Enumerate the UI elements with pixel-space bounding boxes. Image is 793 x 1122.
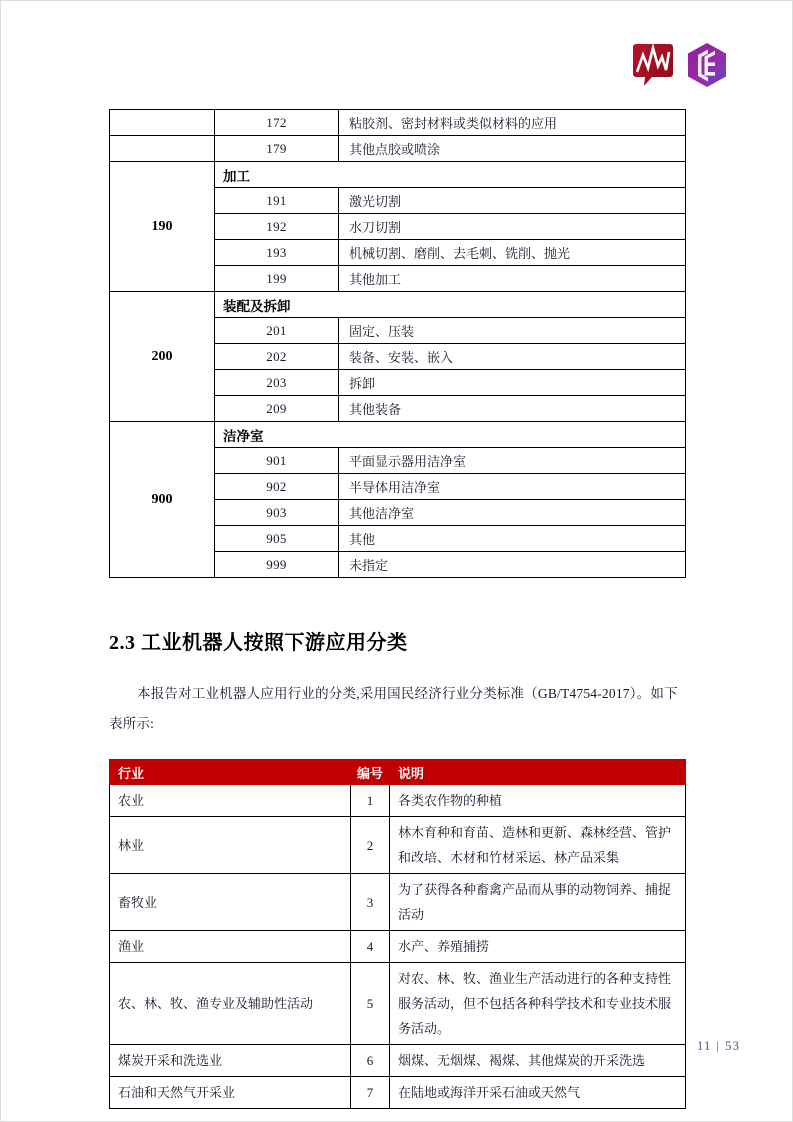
table-row [110, 1045, 686, 1077]
item-code: 192 [215, 214, 339, 240]
group-code-blank [110, 136, 215, 162]
item-code: 191 [215, 188, 339, 214]
industry-number: 6 [351, 1045, 390, 1077]
table-row [110, 136, 686, 162]
industry-name: 畜牧业 [110, 874, 351, 931]
column-header-number: 编号 [351, 760, 390, 785]
group-name-200: 装配及拆卸 [215, 292, 686, 318]
item-code: 202 [215, 344, 339, 370]
industry-number: 7 [351, 1077, 390, 1109]
industry-name: 林业 [110, 817, 351, 874]
table-header-row [110, 760, 686, 785]
group-name-900: 洁净室 [215, 422, 686, 448]
table-row [110, 110, 686, 136]
table-group-row [110, 422, 686, 448]
industry-note: 林木育种和育苗、造林和更新、森林经营、管护和改培、木材和竹材采运、林产品采集 [390, 817, 686, 874]
table-row [110, 931, 686, 963]
industry-name: 农、林、牧、渔专业及辅助性活动 [110, 963, 351, 1045]
group-code-190: 190 [110, 162, 215, 292]
item-code: 201 [215, 318, 339, 344]
item-code: 209 [215, 396, 339, 422]
footer-current-page: 11 [696, 1038, 712, 1053]
item-desc: 半导体用洁净室 [339, 474, 686, 500]
industry-number: 4 [351, 931, 390, 963]
industry-note: 在陆地或海洋开采石油或天然气 [390, 1077, 686, 1109]
table-row [110, 817, 686, 874]
industry-number: 3 [351, 874, 390, 931]
item-desc: 其他洁净室 [339, 500, 686, 526]
table-row [110, 963, 686, 1045]
item-code: 193 [215, 240, 339, 266]
industry-note: 对农、林、牧、渔业生产活动进行的各种支持性服务活动，但不包括各种科学技术和专业技术服务活动。 [390, 963, 686, 1045]
table-group-row [110, 162, 686, 188]
industry-name: 渔业 [110, 931, 351, 963]
item-code: 902 [215, 474, 339, 500]
purple-hexagon-logo [684, 41, 730, 89]
item-desc: 粘胶剂、密封材料或类似材料的应用 [339, 110, 686, 136]
industry-name: 煤炭开采和洗选业 [110, 1045, 351, 1077]
table-group-row [110, 292, 686, 318]
item-desc: 拆卸 [339, 370, 686, 396]
industry-note: 烟煤、无烟煤、褐煤、其他煤炭的开采洗选 [390, 1045, 686, 1077]
item-code: 999 [215, 552, 339, 578]
footer-separator: | [716, 1038, 720, 1053]
industry-classification-table [109, 759, 686, 1109]
table-row [110, 1077, 686, 1109]
item-desc: 其他加工 [339, 266, 686, 292]
section-paragraph: 本报告对工业机器人应用行业的分类,采用国民经济行业分类标准（GB/T4754-2017）。如下表所示: [109, 686, 678, 731]
footer-total-pages: 53 [725, 1038, 740, 1053]
item-desc: 固定、压装 [339, 318, 686, 344]
column-header-industry: 行业 [110, 760, 351, 785]
industry-name: 农业 [110, 785, 351, 817]
item-code: 901 [215, 448, 339, 474]
item-desc: 其他 [339, 526, 686, 552]
item-code: 903 [215, 500, 339, 526]
industry-number: 2 [351, 817, 390, 874]
content-column [109, 109, 685, 1109]
item-desc: 其他装备 [339, 396, 686, 422]
industry-note: 各类农作物的种植 [390, 785, 686, 817]
item-code: 199 [215, 266, 339, 292]
logo-bar [632, 41, 730, 89]
industry-note: 水产、养殖捕捞 [390, 931, 686, 963]
item-desc: 激光切割 [339, 188, 686, 214]
industry-number: 5 [351, 963, 390, 1045]
industry-note: 为了获得各种畜禽产品而从事的动物饲养、捕捉活动 [390, 874, 686, 931]
application-classification-table [109, 109, 686, 578]
table-row [110, 785, 686, 817]
item-desc: 水刀切割 [339, 214, 686, 240]
page-footer [697, 1038, 740, 1054]
group-code-900: 900 [110, 422, 215, 578]
item-desc: 其他点胶或喷涂 [339, 136, 686, 162]
industry-number: 1 [351, 785, 390, 817]
item-desc: 未指定 [339, 552, 686, 578]
item-desc: 机械切割、磨削、去毛刺、铣削、抛光 [339, 240, 686, 266]
section-heading: 2.3 工业机器人按照下游应用分类 [109, 632, 408, 654]
industry-name: 石油和天然气开采业 [110, 1077, 351, 1109]
column-header-note: 说明 [390, 760, 686, 785]
item-desc: 装备、安装、嵌入 [339, 344, 686, 370]
table-row [110, 874, 686, 931]
item-code: 203 [215, 370, 339, 396]
item-desc: 平面显示器用洁净室 [339, 448, 686, 474]
group-code-blank [110, 110, 215, 136]
red-speech-bubble-waveform-logo [632, 42, 674, 88]
item-code: 905 [215, 526, 339, 552]
item-code: 172 [215, 110, 339, 136]
group-code-200: 200 [110, 292, 215, 422]
item-code: 179 [215, 136, 339, 162]
group-name-190: 加工 [215, 162, 686, 188]
